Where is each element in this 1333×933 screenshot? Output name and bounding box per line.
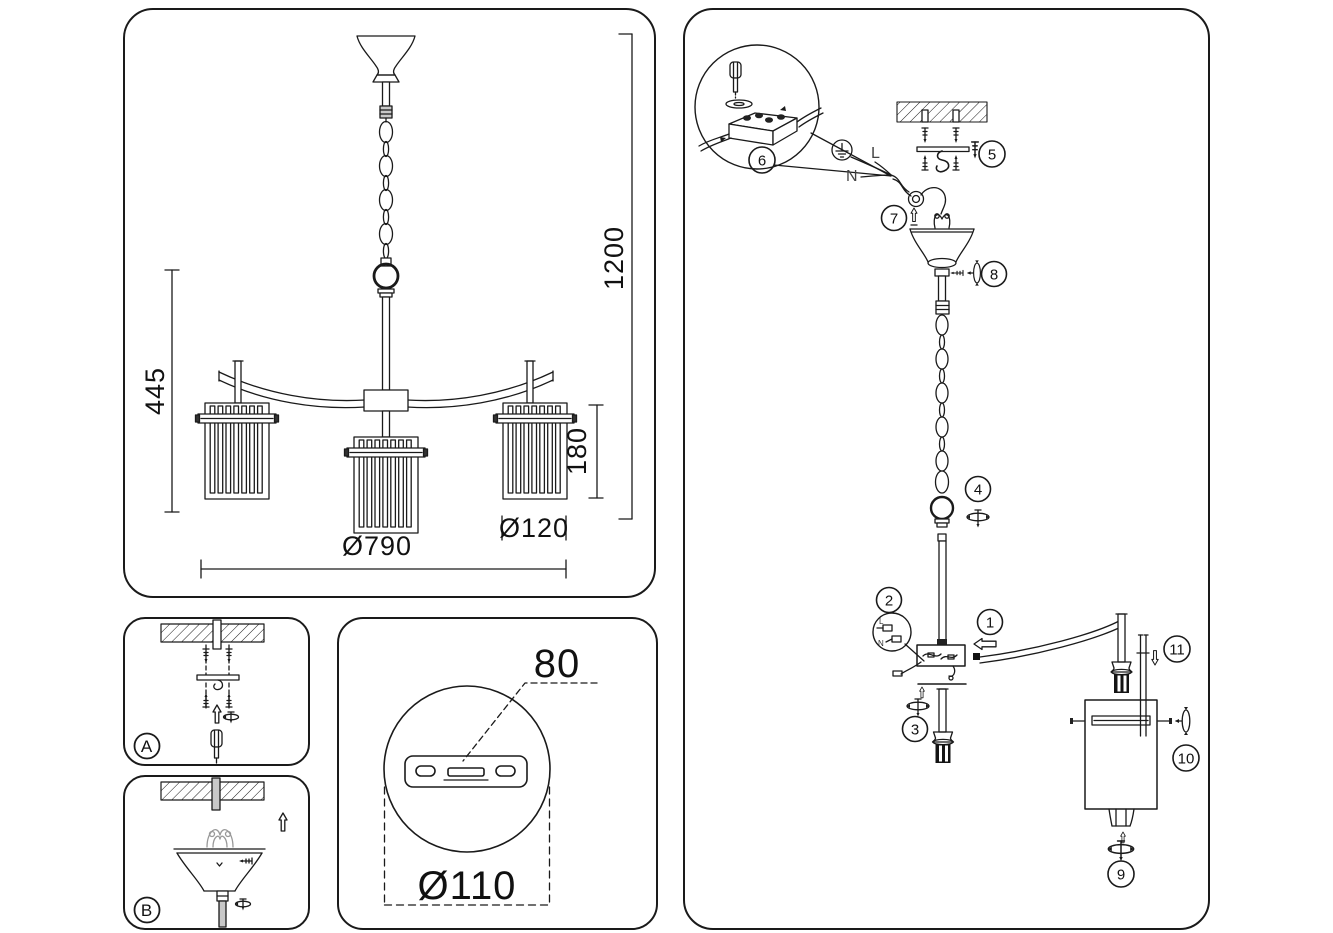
- svg-text:2: 2: [884, 592, 894, 610]
- chandelier-dimension-drawing: [125, 10, 654, 596]
- down-arrow-icon: [1152, 651, 1158, 665]
- step-badge-8: [982, 262, 1007, 287]
- svg-text:10: 10: [1177, 750, 1195, 768]
- inset-neutral-label: N: [878, 639, 884, 648]
- hanging-ring: [374, 258, 398, 297]
- canopy-collar: [217, 891, 228, 927]
- rotate-icon: [967, 510, 989, 528]
- center-hub: [364, 390, 408, 411]
- chain: [380, 118, 393, 259]
- earth-icon: [832, 140, 852, 160]
- rotate-icon: [1175, 707, 1190, 735]
- rotate-icon: [1108, 841, 1133, 861]
- finial-rotate: [1108, 832, 1133, 861]
- dim-drop-label: 445: [140, 366, 170, 416]
- screw-icon: [922, 128, 928, 143]
- step-badge-10: [1173, 745, 1199, 771]
- panel-a-label: A: [140, 737, 154, 756]
- screw-icon: [953, 155, 959, 170]
- dim-height-label: 1200: [599, 225, 629, 291]
- screw-icon: [972, 142, 979, 159]
- svg-text:3: 3: [910, 721, 920, 739]
- detail-b-drawing: [125, 777, 308, 928]
- center-rod: [383, 297, 390, 390]
- dim-shade-diameter-label: Ø120: [498, 513, 570, 543]
- step-badge-1: [978, 610, 1003, 635]
- step-badge-2: [877, 588, 902, 613]
- screw-icon: [226, 649, 232, 663]
- insert-arrow-icon: [974, 639, 996, 650]
- screw-icon: [922, 155, 928, 170]
- panel-a-badge: [135, 734, 160, 759]
- ceiling-hook-icon: [214, 680, 223, 690]
- hang-rod-upper: [380, 82, 392, 118]
- mounting-bracket: [917, 128, 978, 172]
- ceiling-cup: [357, 36, 415, 82]
- mounting-bracket: [197, 675, 239, 680]
- step-badge-9: [1108, 861, 1134, 887]
- step-badge-11: [1164, 636, 1190, 662]
- screwdriver-icon: [211, 730, 222, 763]
- center-rod-lower: [383, 411, 390, 437]
- screw-icon: [953, 128, 959, 143]
- live-label: L: [871, 145, 880, 162]
- svg-text:1: 1: [985, 614, 995, 632]
- wire-connector-inset: [873, 613, 924, 661]
- screw-icon: [226, 693, 232, 707]
- assembly-panel: [683, 8, 1210, 930]
- socket-rotate: [907, 687, 929, 717]
- dimension-shade-diameter: [499, 513, 569, 543]
- dimension-drop: [140, 270, 179, 512]
- threaded-rod: [212, 778, 220, 810]
- canopy: [910, 229, 974, 301]
- chain: [936, 301, 949, 471]
- step-badge-6: [749, 147, 775, 173]
- plate-diameter-label: Ø110: [417, 864, 517, 908]
- step-badge-5: [979, 141, 1005, 167]
- up-arrow-icon: [279, 813, 287, 831]
- up-arrow-icon: [213, 705, 221, 723]
- dim-shade-height-label: 180: [562, 426, 592, 476]
- svg-text:6: 6: [757, 152, 767, 170]
- shade-center: [345, 437, 428, 533]
- shade: [1070, 700, 1172, 809]
- shade-left: [196, 403, 279, 499]
- leader-line: [463, 683, 597, 761]
- hole-spacing-label: 80: [533, 642, 581, 686]
- screw-icon: [203, 693, 209, 707]
- washer-icon: [726, 100, 752, 108]
- stem-rod: [938, 534, 946, 645]
- inset-live-label: L: [879, 617, 884, 626]
- rotate-icon: [967, 260, 980, 285]
- mounting-detail-b: [123, 775, 310, 930]
- center-socket: [933, 689, 954, 763]
- side-screw-icon: [239, 858, 252, 864]
- mount-plate-drawing: [339, 619, 656, 928]
- neutral-label: N: [846, 168, 858, 185]
- threaded-rod: [213, 620, 221, 649]
- svg-text:9: 9: [1116, 866, 1126, 884]
- hanger-screw-icon: [911, 208, 917, 225]
- screwdriver-icon: [730, 62, 741, 98]
- mount-plate-panel: [337, 617, 658, 930]
- dim-fixture-diameter-label: Ø790: [341, 531, 413, 561]
- panel-b-badge: [135, 898, 160, 923]
- terminal-block-inset: [695, 45, 891, 176]
- dimension-panel: [123, 8, 656, 598]
- rotate-icon: [907, 699, 929, 717]
- rotate-icon: [224, 712, 239, 724]
- canopy: [174, 849, 265, 891]
- terminal-block-icon: [699, 106, 823, 151]
- svg-text:4: 4: [973, 481, 983, 499]
- ceiling-hatch: [897, 102, 987, 122]
- detail-a-drawing: [125, 619, 308, 764]
- hook-ghost: [207, 830, 233, 847]
- hanging-ring: [931, 471, 953, 527]
- s-hook-icon: [936, 151, 948, 172]
- center-hub: [893, 639, 966, 684]
- mounting-detail-a: [123, 617, 310, 766]
- screw-icon: [203, 649, 209, 663]
- step-badge-4: [966, 477, 991, 502]
- svg-text:8: 8: [989, 266, 999, 284]
- svg-text:5: 5: [987, 146, 997, 164]
- supply-wires: [832, 140, 911, 196]
- panel-b-label: B: [140, 901, 154, 920]
- rotate-icon: [236, 899, 251, 911]
- step-badge-3: [903, 717, 928, 742]
- dimension-height: [599, 34, 632, 519]
- svg-text:11: 11: [1169, 641, 1185, 659]
- right-socket: [1111, 614, 1132, 693]
- plate-circle: [384, 686, 550, 852]
- exploded-assembly-drawing: [685, 10, 1208, 928]
- finial: [1109, 809, 1134, 826]
- svg-text:7: 7: [889, 210, 899, 228]
- mount-bracket: [405, 756, 527, 787]
- step-badge-7: [882, 206, 907, 231]
